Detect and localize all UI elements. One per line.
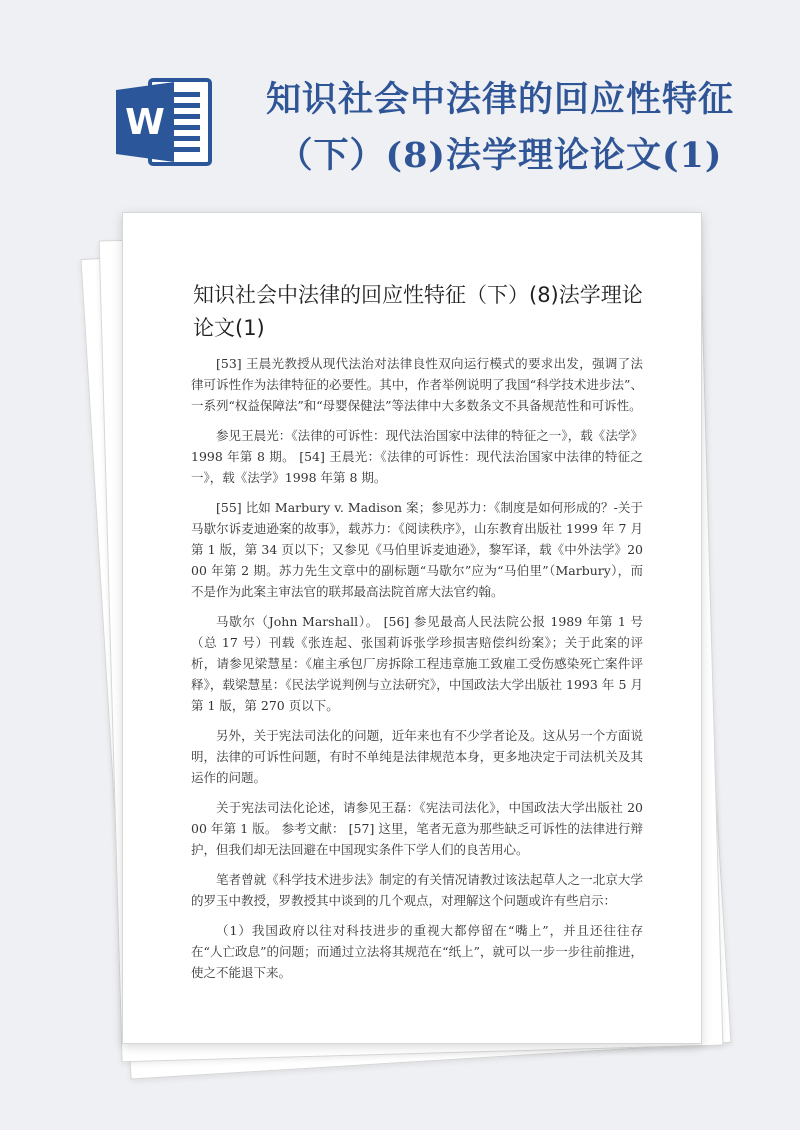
header-banner bbox=[0, 0, 800, 215]
document-heading: 知识社会中法律的回应性特征（下）(8)法学理论论文(1) bbox=[265, 79, 734, 176]
word-icon-letter: W bbox=[125, 102, 165, 143]
paragraph: 马歇尔（John Marshall）。 [56] 参见最高人民法院公报 1989 年第 1 号（总 17 号）刊载《张连起、张国莉诉张学珍损害赔偿纠纷案》；关于此案的评析，请参见梁慧星：《雇主承包厂房拆除工程违章施工致雇工受伤感染死亡案件评释》，载梁慧星：《民法学说判例与立法研究》，中国政法大学出版社 1993 年 5 月第 1 版，第 270 页以下。 bbox=[191, 614, 643, 713]
paragraph: 参见王晨光：《法律的可诉性：现代法治国家中法律的特征之一》，载《法学》1998 年第 8 期。 [54] 王晨光：《法律的可诉性：现代法治国家中法律的特征之一》，载《法学》1998 年第 8 期。 bbox=[191, 428, 643, 485]
paragraph: （1）我国政府以往对科技进步的重视大都停留在“嘴上”，并且还往往存在“人亡政息”的问题；而通过立法将其规范在“纸上”，就可以一步一步往前推进，使之不能退下来。 bbox=[191, 923, 643, 980]
document-body bbox=[191, 353, 643, 992]
word-document-icon bbox=[112, 70, 216, 174]
paragraph: [55] 比如 Marbury v. Madison 案；参见苏力：《制度是如何形成的？-关于马歇尔诉麦迪逊案的故事》，载苏力：《阅读秩序》，山东教育出版社 1999 年 7 月第 1 版，第 34 页以下；又参见《马伯里诉麦迪逊》，黎军译，载《中外法学》2000 年第 2 期。苏力先生文章中的副标题“马歇尔”应为“马伯里”（Marbury），而不是作为此案主审法官的联邦最高法院首席大法官约翰。 bbox=[191, 500, 643, 599]
page-title: 知识社会中法律的回应性特征（下）(8)法学理论论文(1) bbox=[193, 283, 643, 340]
paragraph: [53] 王晨光教授从现代法治对法律良性双向运行模式的要求出发，强调了法律可诉性作为法律特征的必要性。其中，作者举例说明了我国“科学技术进步法”、一系列“权益保障法”和“母婴保健法”等法律中大多数条文不具备规范性和可诉性。 bbox=[191, 356, 643, 413]
paragraph: 另外，关于宪法司法化的问题，近年来也有不少学者论及。这从另一个方面说明，法律的可诉性问题，有时不单纯是法律规范本身，更多地决定于司法机关及其运作的问题。 bbox=[191, 728, 643, 785]
paragraph: 笔者曾就《科学技术进步法》制定的有关情况请教过该法起草人之一北京大学的罗玉中教授，罗教授其中谈到的几个观点，对理解这个问题或许有些启示： bbox=[191, 872, 643, 908]
paragraph: 关于宪法司法化论述，请参见王磊：《宪法司法化》，中国政法大学出版社 2000 年第 1 版。 参考文献： [57] 这里，笔者无意为那些缺乏可诉性的法律进行辩护，但我们却无法回避在中国现实条件下学人们的良苦用心。 bbox=[191, 800, 643, 857]
document-page bbox=[122, 212, 702, 1044]
